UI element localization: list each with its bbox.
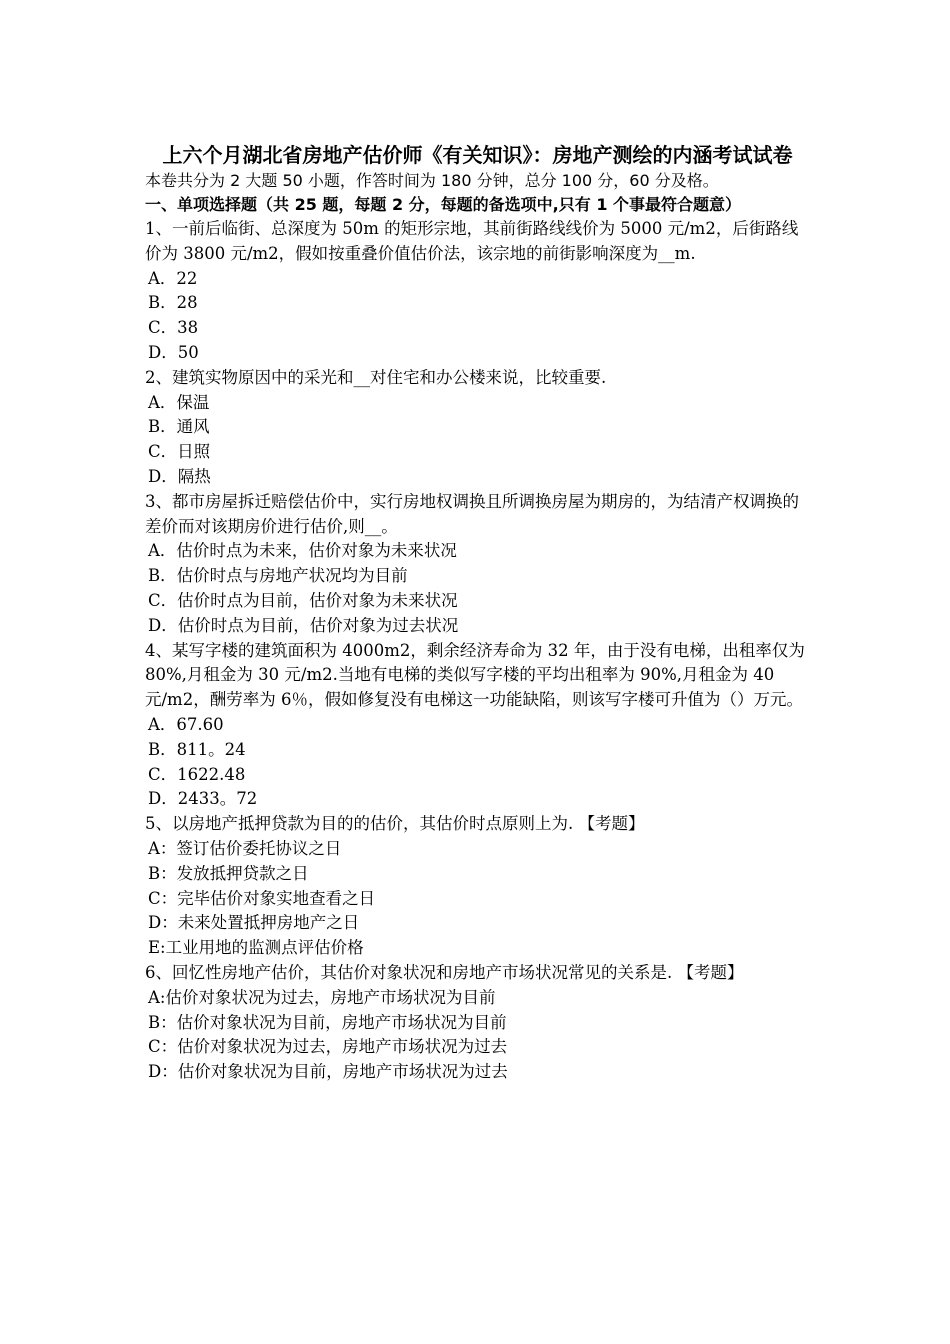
question-text: 4、某写字楼的建筑面积为 4000m2，剩余经济寿命为 32 年，由于没有电梯，出租率仅为 80%,月租金为 30 元/m2.当地有电梯的类似写字楼的平均出租率为 90%,月租金为 40 元/m2，酬劳率为 6％，假如修复没有电梯这一功能缺陷，则该写字楼可升值为（）万元。 — [145, 640, 805, 710]
option-a: A．67.60 — [148, 714, 224, 734]
question-text: 5、以房地产抵押贷款为目的的估价，其估价时点原则上为. 【考题】 — [145, 814, 645, 834]
option-b: B：估价对象状况为目前，房地产市场状况为目前 — [148, 1012, 507, 1032]
option-e: E:工业用地的监测点评估价格 — [148, 938, 364, 958]
question-2 — [145, 366, 810, 490]
option-c: C．日照 — [148, 442, 211, 462]
option-b: B．811。24 — [148, 739, 246, 759]
question-1 — [145, 217, 810, 366]
document-body — [145, 142, 810, 1085]
question-4 — [145, 639, 810, 813]
option-a: A．估价时点为未来，估价对象为未来状况 — [148, 541, 457, 561]
question-6 — [145, 961, 810, 1085]
option-c: C．38 — [148, 318, 199, 338]
option-b: B：发放抵押贷款之日 — [148, 863, 309, 883]
option-d: D．估价时点为目前，估价对象为过去状况 — [148, 615, 459, 635]
option-d: D．隔热 — [148, 466, 211, 486]
option-b: B．28 — [148, 293, 198, 313]
exam-intro: 本卷共分为 2 大题 50 小题，作答时间为 180 分钟，总分 100 分，60 分及格。 — [145, 171, 719, 190]
question-text: 6、回忆性房地产估价，其估价对象状况和房地产市场状况常见的关系是. 【考题】 — [145, 962, 744, 982]
option-d: D：未来处置抵押房地产之日 — [148, 913, 360, 933]
question-5 — [145, 812, 810, 961]
document-title: 上六个月湖北省房地产估价师《有关知识》：房地产测绘的内涵考试试卷 — [162, 143, 793, 167]
option-a: A：签订估价委托协议之日 — [148, 838, 342, 858]
option-a: A:估价对象状况为过去，房地产市场状况为目前 — [148, 987, 496, 1007]
option-b: B．通风 — [148, 417, 210, 437]
option-c: C．1622.48 — [148, 764, 246, 784]
question-text: 1、一前后临街、总深度为 50m 的矩形宗地，其前街路线线价为 5000 元/m2，后街路线价为 3800 元/m2，假如按重叠价值估价法，该宗地的前街影响深度为__m. — [145, 219, 799, 263]
option-b: B．估价时点与房地产状况均为目前 — [148, 566, 408, 586]
option-c: C：完毕估价对象实地查看之日 — [148, 888, 376, 908]
option-a: A．保温 — [148, 392, 210, 412]
question-3 — [145, 490, 810, 639]
option-a: A．22 — [148, 268, 198, 288]
question-text: 3、都市房屋拆迁赔偿估价中，实行房地权调换且所调换房屋为期房的，为结清产权调换的差价而对该期房价进行估价,则__。 — [145, 491, 799, 536]
section-heading: 一、单项选择题（共 25 题，每题 2 分，每题的备选项中,只有 1 个事最符合题意） — [145, 195, 742, 214]
option-d: D：估价对象状况为目前，房地产市场状况为过去 — [148, 1062, 508, 1082]
option-c: C．估价时点为目前，估价对象为未来状况 — [148, 590, 458, 610]
option-d: D．2433。72 — [148, 789, 258, 809]
option-d: D．50 — [148, 342, 199, 362]
question-text: 2、建筑实物原因中的采光和__对住宅和办公楼来说，比较重要. — [145, 367, 607, 387]
option-c: C：估价对象状况为过去，房地产市场状况为过去 — [148, 1037, 508, 1057]
